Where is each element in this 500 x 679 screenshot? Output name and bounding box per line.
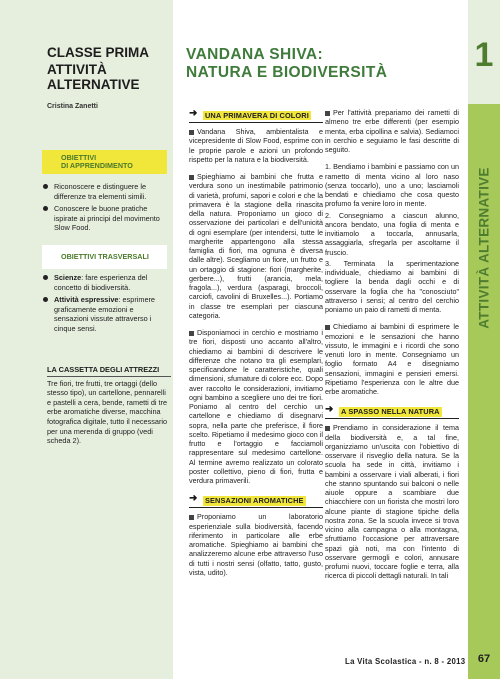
arrow-icon: ➜: [325, 404, 334, 416]
sidebar-title: ATTIVITÀ ALTERNATIVE: [47, 62, 140, 92]
bullet-icon: [325, 426, 330, 431]
side-label: ATTIVITÀ ALTERNATIVE: [476, 167, 492, 329]
objectives-list: [42, 182, 169, 236]
objectives-heading-text: OBIETTIVI DI APPRENDIMENTO: [61, 153, 133, 170]
bullet-icon: [189, 331, 194, 336]
sidebar-panel: [0, 0, 173, 679]
list-item: Riconoscere e distinguere le differenze tra elementi simili.: [42, 182, 169, 201]
paragraph: Spieghiamo ai bambini che frutta e verdura sono un inestimabile patrimonio di varietà, profumi, sapori e colori e che la primavera è la stagione della rinascita della natura. Proponiamo un gioco di osservazione dei particolari e dell'unicità di ogni esemplare (per intendersi, tutte le margherite appartengono alla stessa famiglia di fiori, ma ognuna è diversa dalle altre). Scegliamo un fiore, un frutto e un ortaggio di stagione: fiori (margherite, gerbere...), frutti (arancia, mela, fragola...), verdura (asparagi, broccoli, carciofi, cavolini di Bruxelles...). Portiamo in classe tre esemplari per ciascuna categoria.: [189, 172, 323, 320]
section-heading: ➜ SENSAZIONI AROMATICHE: [189, 493, 323, 508]
paragraph: 1. Bendiamo i bambini e passiamo con un rametto di menta vicino al loro naso (senza toccarlo), uno a uno; lasciamoli bendati e chiediamo che cosa questo profumo fa venire loro in mente.: [325, 162, 459, 209]
objectives-box: [42, 150, 167, 174]
column-2: [325, 108, 459, 589]
list-item: Scienze: fare esperienza del concetto di biodiversità.: [42, 273, 169, 292]
article-title: VANDANA SHIVA: NATURA E BIODIVERSITÀ: [186, 46, 388, 81]
tools-heading: LA CASSETTA DEGLI ATTREZZI: [47, 365, 160, 374]
paragraph: Disponiamoci in cerchio e mostriamo i tre fiori, disposti uno accanto all'altro, chiediamo ai bambini di descrivere le differenze che notano tra gli esemplari, specificandone le caratteristiche, quali dimensioni, sfumature di colore ecc. Dopo aver raccolto le considerazioni, invitiamo ogni bambino a scegliere uno dei tre fiori. Poniamo al centro del cerchio un cartellone e chiediamo di disegnarvi sopra, nella parte che preferisce, il fiore scelto. Ripetiamo il medesimo gioco con il frutto e l'ortaggio e facciamoli rappresentare sul medesimo cartellone. Al termine avremo realizzato un colorato poster collettivo, pieno di fiori, frutta e verdura primaverili.: [189, 328, 323, 485]
transversal-heading-text: OBIETTIVI TRASVERSALI: [61, 252, 149, 261]
transversal-list: [42, 273, 169, 337]
bullet-icon: [325, 325, 330, 330]
paragraph: 3. Terminata la sperimentazione individuale, chiediamo ai bambini di togliere la benda dagli occhi e di osservare la foglia che ha "conosciuto" attraverso i sensi; al centro del cerchio poniamo un paio di rametti di menta.: [325, 258, 459, 314]
class-label: CLASSE PRIMA: [47, 45, 150, 60]
arrow-icon: ➜: [189, 493, 198, 505]
paragraph: Proponiamo un laboratorio esperienziale sulla biodiversità, facendo riferimento in particolare alle erbe aromatiche. Spieghiamo ai bambini che analizzeremo alcune erbe attraverso l'uso di tutti i nostri sensi (olfatto, tatto, gusto, vista, udito).: [189, 512, 323, 577]
transversal-heading: [42, 245, 167, 269]
paragraph: Prendiamo in considerazione il tema della biodiversità e, a tal fine, organizziamo un'uscita con l'obiettivo di osservare il risveglio della natura. Se la scuola ha sede in città, invitiamo i bambini a osservare i viali alberati, i fiori che stanno spuntando sui balconi o nelle aiuole oppure a scambiare due chiacchiere con un fiorista che mostri loro alcune piante di stagione tipiche della nostra zona. Se la scuola invece si trova vicino alla campagna o alla montagna, sfruttiamo l'occasione per attraversare spazi già noti, ma con l'intento di osservare germogli e colori, annusare profumi nuovi, toccare foglie e terra, alla ricerca di piccoli dettagli naturali. In tali: [325, 423, 459, 581]
column-1: [189, 108, 323, 585]
paragraph: Chiediamo ai bambini di esprimere le emozioni e le sensazioni che hanno vissuto, le immagini e i ricordi che sono venuti loro in mente. Consegniamo un foglio formato A4 e disegniamo sensazioni, immagini e pensieri emersi. Ripetiamo l'esperienza con le altre due erbe aromatiche.: [325, 322, 459, 396]
paragraph: Vandana Shiva, ambientalista e vicepresidente di Slow Food, esprime con le proprie parole e azioni un profondo rispetto per la natura e la biodiversità.: [189, 127, 323, 164]
objectives-heading: [42, 150, 167, 174]
bullet-icon: [189, 175, 194, 180]
tools-box: [47, 365, 171, 446]
footer-magazine: La Vita Scolastica - n. 8 - 2013: [345, 657, 466, 666]
section-heading: ➜ UNA PRIMAVERA DI COLORI: [189, 108, 323, 123]
page-number: 67: [477, 653, 491, 665]
list-item: Attività espressive: esprimere graficamente emozioni e sensazioni vissute attraverso i cinque sensi.: [42, 295, 169, 333]
author: Cristina Zanetti: [47, 103, 98, 110]
bullet-icon: [325, 111, 330, 116]
bullet-icon: [189, 130, 194, 135]
page-number-box: [468, 650, 500, 670]
section-heading: ➜ A SPASSO NELLA NATURA: [325, 404, 459, 419]
divider: [47, 376, 171, 377]
paragraph: 2. Consegniamo a ciascun alunno, ancora bendato, una foglia di menta e invitiamolo a toccarla, annusarla, assaggiarla, sfregarla per ascoltarne il fruscio.: [325, 210, 459, 257]
paragraph: Per l'attività prepariamo dei rametti di almeno tre erbe differenti (per esempio menta, erba cipollina e salvia). Sediamoci in cerchio e seguiamo le fasi descritte di seguito.: [325, 108, 459, 154]
tools-text: Tre fiori, tre frutti, tre ortaggi (dello stesso tipo), un cartellone, pennarelli e pastelli a cera, bende, rametti di tre erbe aromatiche diverse, macchina fotografica digitale, tutto il necessario per una merenda di gruppo (vedi scheda 2).: [47, 378, 168, 446]
bullet-icon: [189, 515, 194, 520]
transversal-box: [42, 245, 167, 269]
list-item: Conoscere le buone pratiche ispirate ai principi del movimento Slow Food.: [42, 204, 169, 233]
chapter-number: 1: [474, 36, 494, 74]
arrow-icon: ➜: [189, 108, 198, 119]
